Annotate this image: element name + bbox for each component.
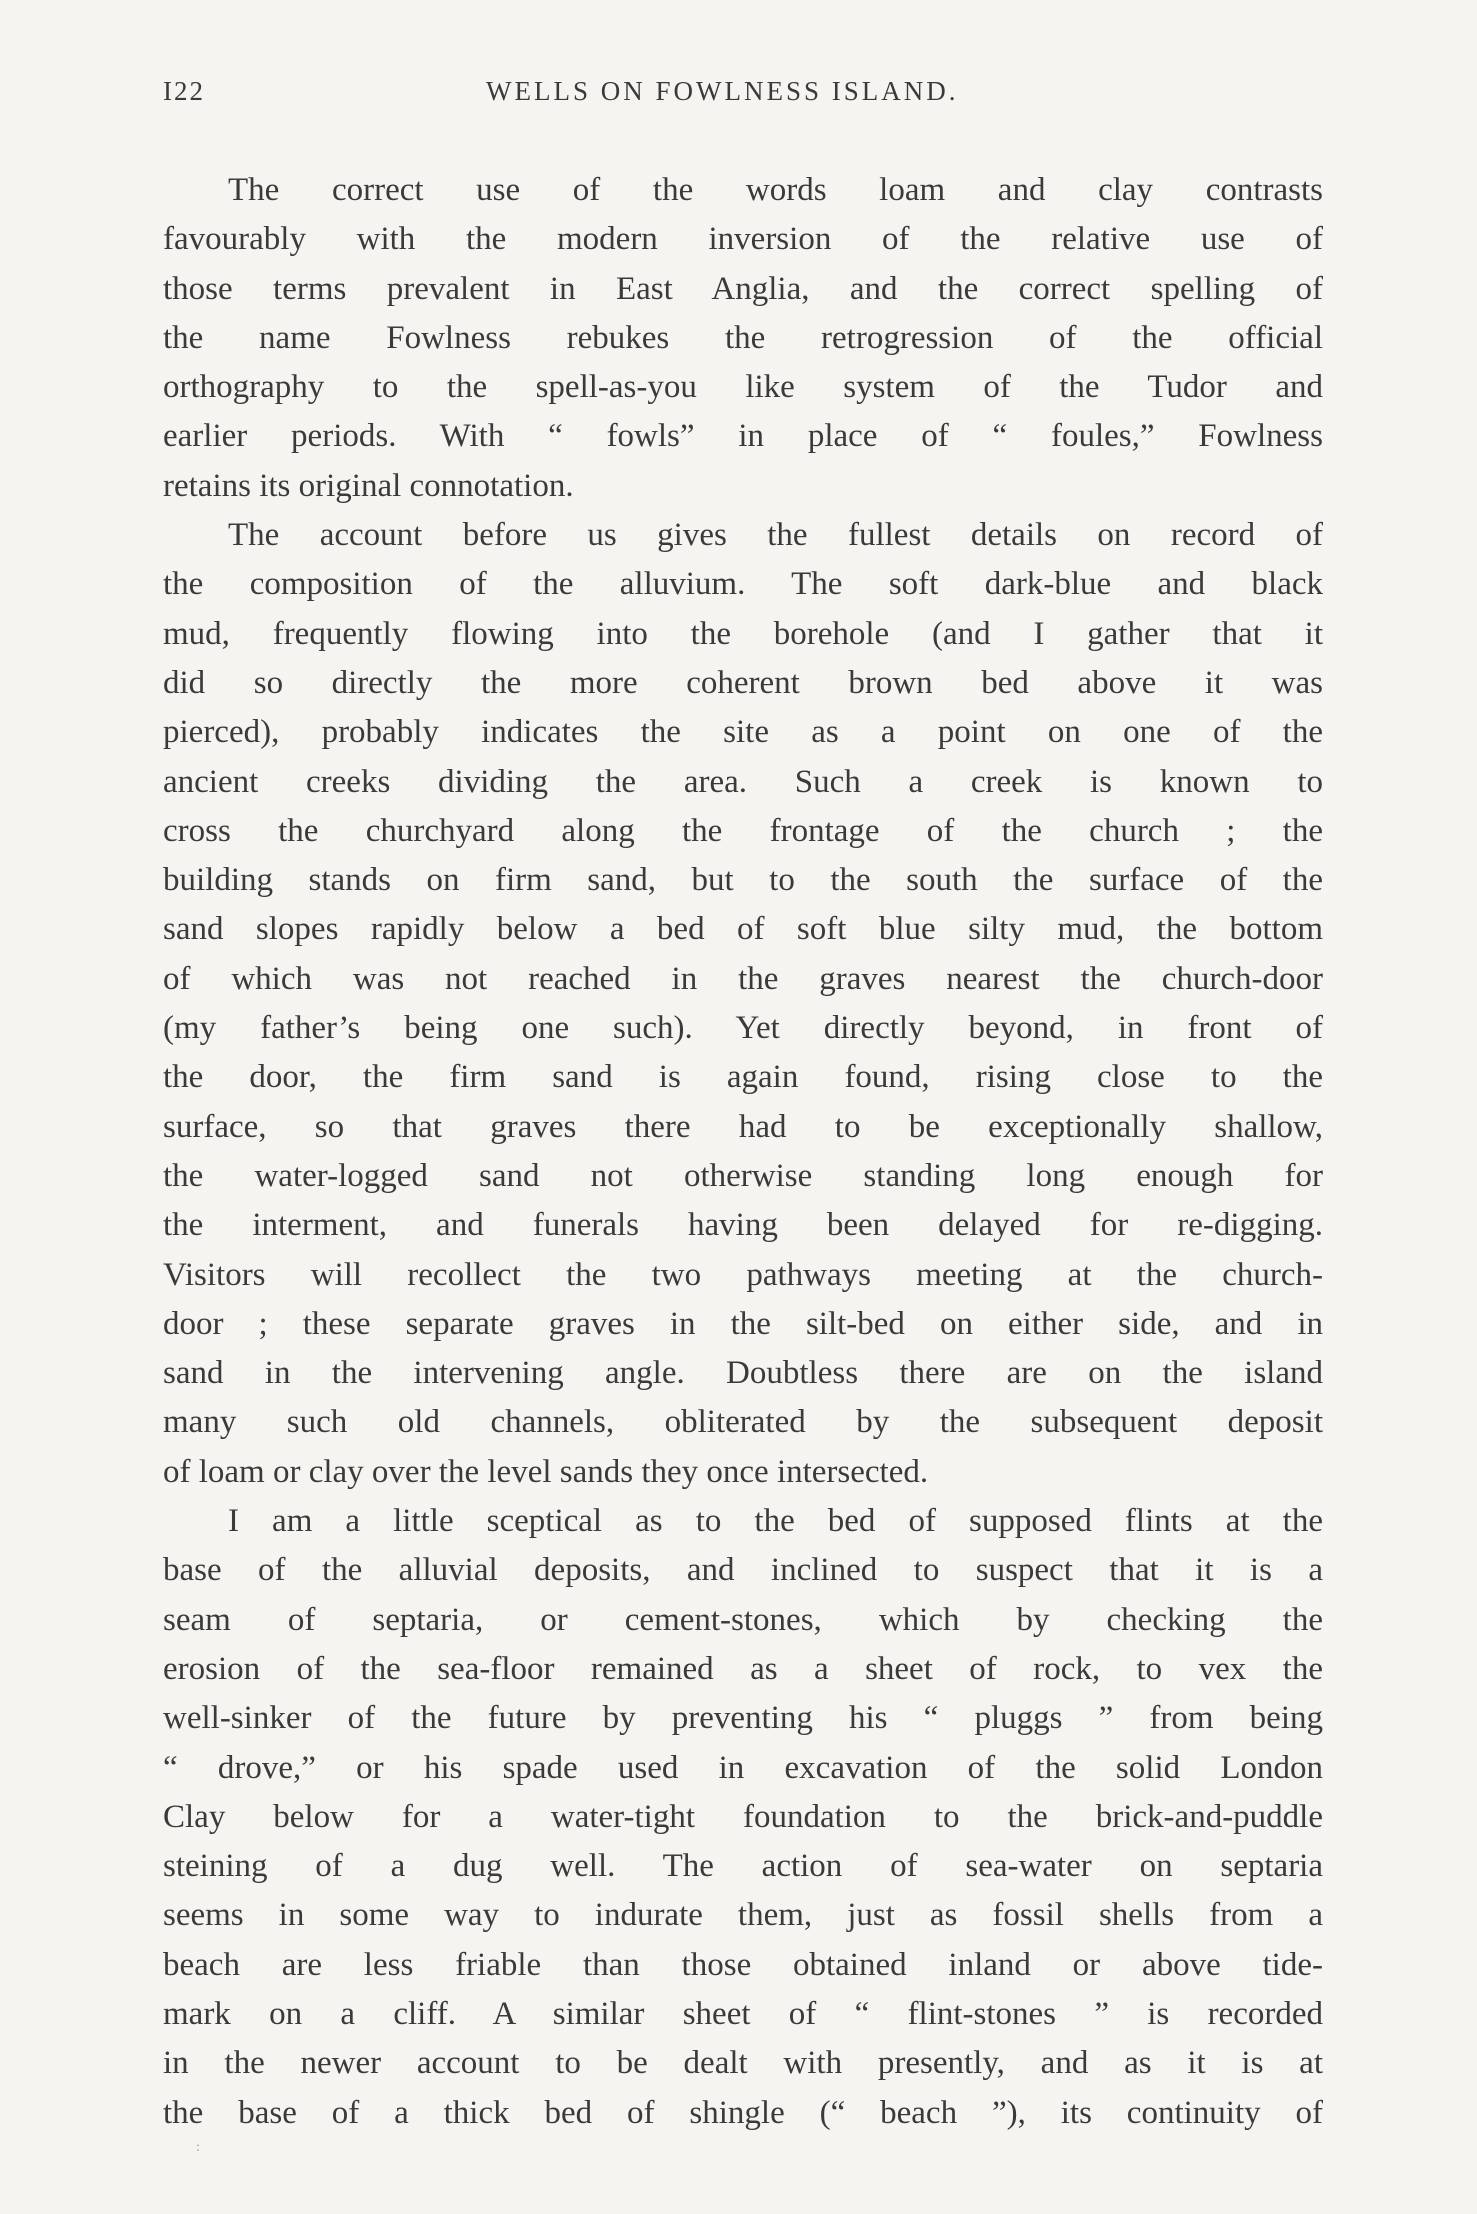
text-line: seems in some way to indurate them, just as fossil shells from a <box>163 1897 1323 1934</box>
text-line: the door, the firm sand is again found, rising close to the <box>163 1059 1323 1096</box>
text-line: earlier periods. With “ fowls” in place of “ foules,” Fowlness <box>163 418 1323 455</box>
text-line: I am a little sceptical as to the bed of supposed flints at the <box>228 1503 1323 1540</box>
text-line: sand slopes rapidly below a bed of soft blue silty mud, the bottom <box>163 911 1323 948</box>
running-title: WELLS ON FOWLNESS ISLAND. <box>486 76 959 106</box>
paragraph-septaria <box>163 1497 1323 2138</box>
text-line: sand in the intervening angle. Doubtless there are on the island <box>163 1355 1323 1392</box>
text-line: the name Fowlness rebukes the retrogression of the official <box>163 319 1323 356</box>
text-line: the base of a thick bed of shingle (“ beach ”), its continuity of <box>163 2094 1323 2131</box>
text-line: erosion of the sea-floor remained as a sheet of rock, to vex the <box>163 1650 1323 1687</box>
body-text <box>163 166 1323 2138</box>
text-line: well-sinker of the future by preventing his “ pluggs ” from being <box>163 1700 1323 1737</box>
text-line: pierced), probably indicates the site as a point on one of the <box>163 714 1323 751</box>
text-line: The correct use of the words loam and clay contrasts <box>228 172 1323 208</box>
text-line: door ; these separate graves in the silt-bed on either side, and in <box>163 1305 1323 1342</box>
text-line: The account before us gives the fullest details on record of <box>228 517 1323 554</box>
text-line: favourably with the modern inversion of the relative use of <box>163 221 1323 258</box>
text-line: surface, so that graves there had to be exceptionally shallow, <box>163 1108 1323 1145</box>
text-line: of loam or clay over the level sands they once intersected. <box>163 1453 929 1490</box>
text-line: beach are less friable than those obtained inland or above tide- <box>163 1946 1323 1983</box>
text-line: many such old channels, obliterated by the subsequent deposit <box>163 1404 1323 1441</box>
running-head <box>163 76 1323 116</box>
paragraph-loam-and-clay <box>163 166 1323 511</box>
text-line: cross the churchyard along the frontage of the church ; the <box>163 812 1323 849</box>
text-line: “ drove,” or his spade used in excavation of the solid London <box>163 1749 1323 1786</box>
page-number: I22 <box>163 76 205 106</box>
text-line: in the newer account to be dealt with presently, and as it is at <box>163 2045 1323 2082</box>
text-line: seam of septaria, or cement-stones, which by checking the <box>163 1601 1323 1638</box>
text-line: the water-logged sand not otherwise standing long enough for <box>163 1157 1323 1194</box>
text-line: base of the alluvial deposits, and inclined to suspect that it is a <box>163 1552 1323 1589</box>
text-line: the composition of the alluvium. The soft dark-blue and black <box>163 566 1323 603</box>
paper-speck: : <box>196 2140 200 2155</box>
text-line: the interment, and funerals having been delayed for re-digging. <box>163 1207 1323 1244</box>
text-line: building stands on firm sand, but to the south the surface of the <box>163 862 1323 899</box>
text-line: Visitors will recollect the two pathways meeting at the church- <box>163 1256 1323 1293</box>
text-line: those terms prevalent in East Anglia, and the correct spelling of <box>163 270 1323 307</box>
text-line: steining of a dug well. The action of sea-water on septaria <box>163 1848 1323 1885</box>
text-line: Clay below for a water-tight foundation to the brick-and-puddle <box>163 1798 1323 1835</box>
paragraph-alluvium <box>163 511 1323 1497</box>
text-line: orthography to the spell-as-you like system of the Tudor and <box>163 369 1323 406</box>
text-line: mud, frequently flowing into the borehole (and I gather that it <box>163 615 1323 652</box>
text-line: ancient creeks dividing the area. Such a creek is known to <box>163 763 1323 800</box>
text-line: retains its original connotation. <box>163 467 574 504</box>
text-line: (my father’s being one such). Yet directly beyond, in front of <box>163 1010 1323 1047</box>
text-line: did so directly the more coherent brown bed above it was <box>163 664 1323 701</box>
text-line: of which was not reached in the graves nearest the church-door <box>163 960 1323 997</box>
text-line: mark on a cliff. A similar sheet of “ flint-stones ” is recorded <box>163 1995 1323 2032</box>
